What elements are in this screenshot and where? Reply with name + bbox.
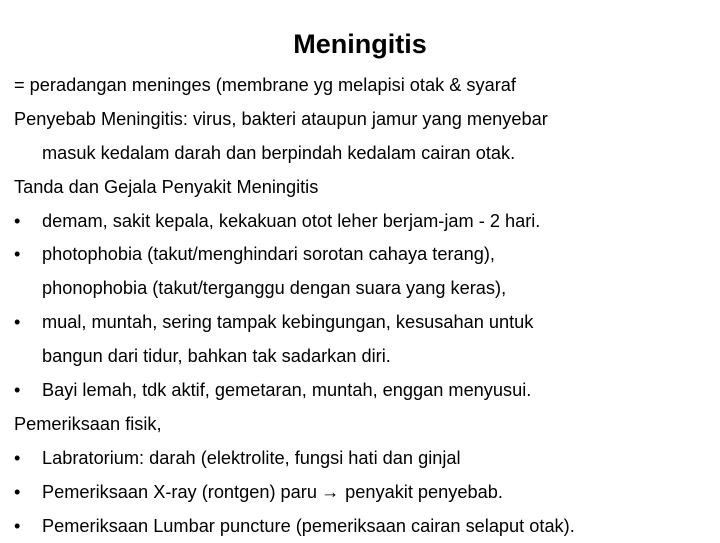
bullet-icon: • (14, 447, 21, 468)
bullet-icon: • (14, 312, 21, 333)
bullet-icon: • (14, 481, 21, 502)
list-item-text: Bayi lemah, tdk aktif, gemetaran, muntah, enggan menyusui. (42, 380, 532, 401)
list-item-text: Pemeriksaan X-ray (rontgen) paru (42, 481, 317, 502)
cause-line-continued: masuk kedalam darah dan berpindah kedalam cairan otak. (42, 142, 516, 163)
list-item-text: Labratorium: darah (elektrolite, fungsi hati dan ginjal (42, 447, 461, 468)
bullet-icon: • (14, 515, 21, 536)
list-item-text: photophobia (takut/menghindari sorotan cahaya terang), (42, 244, 495, 265)
list-item-continued: phonophobia (takut/terganggu dengan suara yang keras), (42, 278, 507, 299)
list-item (14, 374, 714, 408)
exam-heading: Pemeriksaan fisik, (14, 413, 162, 434)
list-item (14, 476, 714, 510)
list-item-continued: bangun dari tidur, bahkan tak sadarkan diri. (42, 346, 391, 367)
slide-title: Meningitis (293, 29, 427, 59)
bullet-icon: • (14, 244, 21, 265)
list-item (14, 306, 714, 340)
definition-line: = peradangan meninges (membrane yg melapisi otak & syaraf (14, 75, 516, 95)
list-item-text: demam, sakit kepala, kekakuan otot leher berjam-jam - 2 hari. (42, 210, 541, 231)
list-item-text: mual, muntah, sering tampak kebingungan, kesusahan untuk (42, 312, 534, 333)
list-item-text: penyakit penyebab. (345, 481, 503, 502)
list-item (14, 510, 714, 543)
list-item (14, 238, 714, 272)
bullet-icon: • (14, 380, 21, 401)
cause-line: Penyebab Meningitis: virus, bakteri ataupun jamur yang menyebar (14, 108, 548, 129)
list-item (14, 442, 714, 476)
arrow-right-icon: → (320, 481, 340, 502)
slide-body (14, 69, 714, 543)
list-item (14, 205, 714, 239)
signs-heading: Tanda dan Gejala Penyakit Meningitis (14, 176, 319, 197)
bullet-icon: • (14, 210, 21, 231)
list-item-text: Pemeriksaan Lumbar puncture (pemeriksaan cairan selaput otak). (42, 515, 575, 536)
